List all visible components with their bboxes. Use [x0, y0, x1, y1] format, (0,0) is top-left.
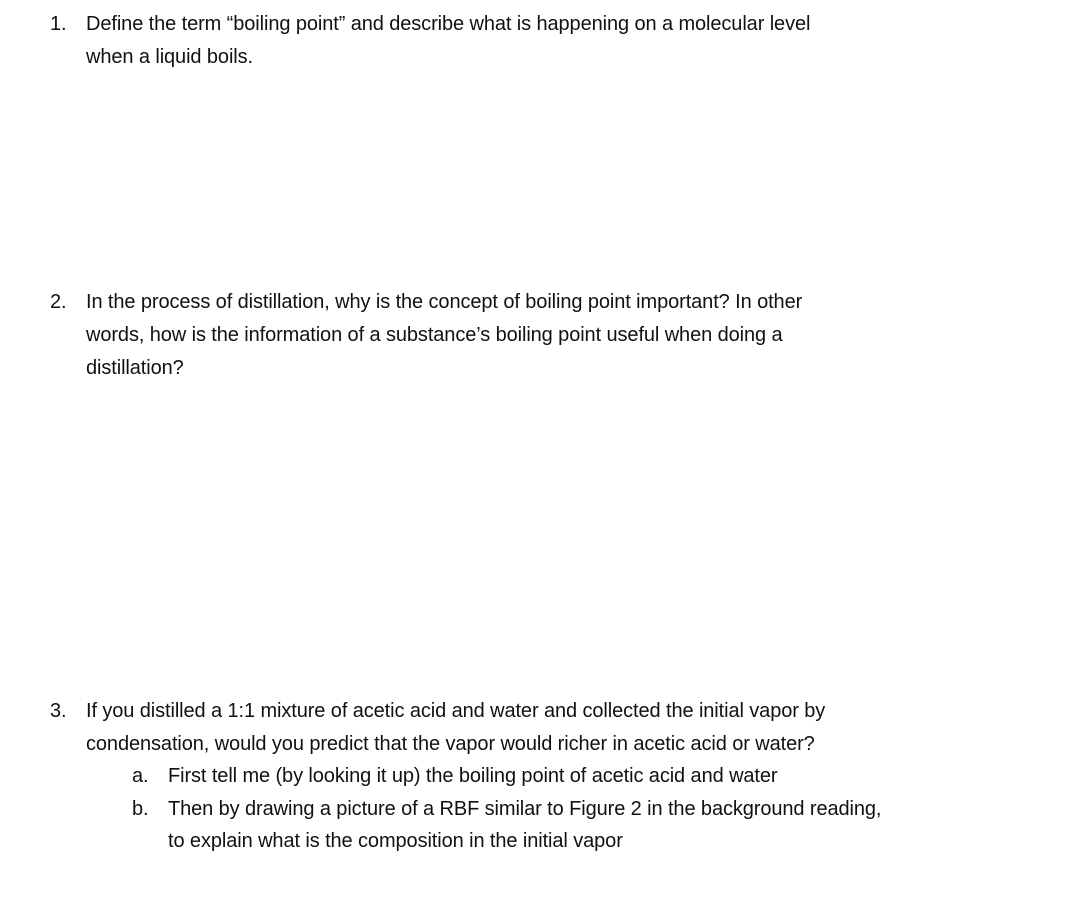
subitem-text-line: First tell me (by looking it up) the boiling point of acetic acid and water	[168, 765, 778, 787]
question-number: 3.	[50, 700, 67, 722]
question-text-line: distillation?	[86, 357, 184, 379]
question-number: 2.	[50, 291, 67, 313]
question-number: 1.	[50, 13, 67, 35]
subitem-letter: a.	[132, 765, 149, 787]
subitem-letter: b.	[132, 798, 149, 820]
question-text-line: when a liquid boils.	[86, 46, 253, 68]
question-text-line: words, how is the information of a substance’s boiling point useful when doing a	[86, 324, 783, 346]
question-text-line: Define the term “boiling point” and describe what is happening on a molecular level	[86, 13, 811, 35]
question-text-line: condensation, would you predict that the vapor would richer in acetic acid or water?	[86, 733, 815, 755]
subitem-text-line: to explain what is the composition in the initial vapor	[168, 830, 623, 852]
question-text-line: In the process of distillation, why is the concept of boiling point important? In other	[86, 291, 803, 313]
question-text-line: If you distilled a 1:1 mixture of acetic acid and water and collected the initial vapor by	[86, 700, 826, 722]
subitem-text-line: Then by drawing a picture of a RBF similar to Figure 2 in the background reading,	[168, 798, 882, 820]
